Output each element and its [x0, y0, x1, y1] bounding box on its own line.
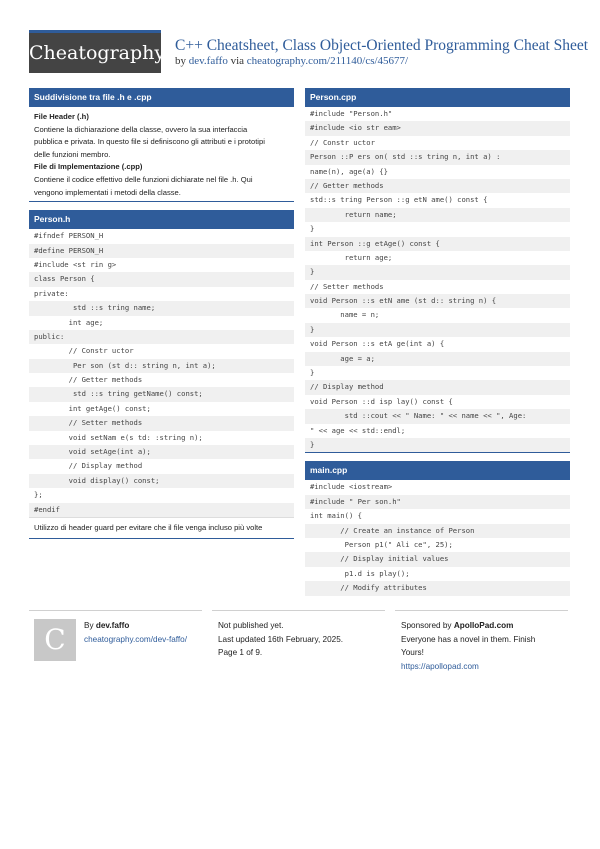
- code-line: name(n), age(a) {}: [310, 166, 388, 176]
- footer-divider: [29, 610, 202, 611]
- code-line: Person ::P ers on( std ::s tring n, int a) :: [305, 150, 570, 164]
- code-line: std::s tring Person ::g etN ame() const {: [310, 195, 488, 205]
- subheading-impl-file: File di Implementazione (.cpp): [34, 162, 143, 172]
- code-line: age = a;: [305, 352, 570, 366]
- code-line: }: [305, 323, 570, 337]
- sponsored-by: Sponsored by: [401, 621, 452, 630]
- code-block: [305, 480, 570, 595]
- code-line: int age;: [34, 317, 104, 327]
- sponsor-link[interactable]: https://apollopad.com: [401, 661, 479, 671]
- sponsor-name[interactable]: ApolloPad.com: [453, 621, 514, 630]
- code-line: #define PERSON_H: [29, 244, 294, 258]
- code-line: std ::s tring name;: [29, 301, 294, 315]
- code-line: int main() {: [310, 511, 362, 521]
- section-note: Utilizzo di header guard per evitare che il file venga incluso più volte: [29, 517, 294, 538]
- code-line: int getAge() const;: [34, 403, 151, 413]
- published-status: Not published yet.: [218, 621, 284, 630]
- code-line: #include <io str eam>: [305, 121, 570, 135]
- code-line: " << age << std::endl;: [310, 425, 406, 435]
- text-line: Contiene la dichiarazione della classe, ovvero la sua interfaccia: [34, 124, 248, 134]
- text-line: vengono implementati i metodi della classe.: [34, 187, 181, 197]
- code-line: #include "Person.h": [310, 109, 393, 118]
- subheading-header-file: File Header (.h): [34, 112, 89, 121]
- code-line: // Getter methods: [305, 179, 570, 193]
- code-line: void Person ::s etA ge(int a) {: [310, 339, 445, 349]
- code-line: return name;: [305, 208, 570, 222]
- sponsor-tagline: Everyone has a novel in them. Finish: [401, 634, 536, 644]
- code-block: [305, 107, 570, 452]
- code-line: public:: [29, 330, 294, 344]
- left-column: [29, 88, 294, 547]
- code-line: class Person {: [29, 272, 294, 286]
- code-line: // Getter methods: [34, 375, 143, 385]
- code-line: Person p1(" Ali ce", 25);: [310, 539, 453, 549]
- footer-sponsor: [401, 619, 535, 673]
- code-line: // Setter methods: [310, 281, 384, 291]
- code-line: std ::s tring getName() const;: [29, 387, 294, 401]
- code-line: void Person ::s etN ame (st d:: string n) {: [305, 294, 570, 308]
- page-title: C++ Cheatsheet, Class Object-Oriented Programming Cheat Sheet: [175, 37, 589, 54]
- code-line: std ::cout << " Name: " << name << ", Age:: [305, 409, 570, 423]
- code-line: // Constr uctor: [34, 346, 134, 356]
- footer-meta: [218, 619, 343, 660]
- footer-author: [84, 619, 187, 646]
- footer-by: By: [84, 621, 94, 630]
- code-line: #ifndef PERSON_H: [34, 231, 104, 241]
- footer-author-link[interactable]: cheatography.com/dev-faffo/: [84, 634, 188, 644]
- text-line: pubblica e privata. In questo file si definiscono gli attributi e i prototipi: [34, 137, 265, 147]
- code-line: // Display initial values: [305, 552, 570, 566]
- right-column: [305, 88, 570, 604]
- code-line: // Constr uctor: [310, 137, 375, 147]
- code-line: void setNam e(s td: :string n);: [34, 432, 203, 442]
- code-line: // Create an instance of Person: [305, 524, 570, 538]
- text-line: delle funzioni membro.: [34, 149, 111, 159]
- code-line: p1.d is play();: [310, 568, 410, 578]
- byline: [175, 55, 408, 67]
- code-line: };: [34, 490, 43, 500]
- last-updated: Last updated 16th February, 2025.: [218, 634, 344, 644]
- section-title: Person.h: [29, 210, 294, 229]
- section-person-cpp: [305, 88, 570, 453]
- section-main-cpp: [305, 461, 570, 595]
- code-line: name = n;: [310, 310, 380, 320]
- code-line: // Display method: [34, 461, 143, 471]
- code-line: }: [310, 368, 315, 378]
- cheatography-logo[interactable]: Cheatography: [29, 30, 161, 73]
- code-line: #endif: [29, 503, 294, 517]
- footer-divider: [395, 610, 568, 611]
- avatar[interactable]: C: [34, 619, 76, 661]
- author-link[interactable]: dev.faffo: [188, 55, 228, 67]
- section-text: [29, 107, 294, 201]
- footer-divider: [212, 610, 385, 611]
- code-line: #include <st rin g>: [34, 259, 117, 269]
- byline-by: by: [175, 55, 186, 67]
- code-line: void display() const;: [29, 474, 294, 488]
- code-line: // Display method: [305, 380, 570, 394]
- code-line: // Setter methods: [29, 416, 294, 430]
- code-line: void setAge(int a);: [29, 445, 294, 459]
- section-title: Person.cpp: [305, 88, 570, 107]
- code-line: }: [305, 265, 570, 279]
- text-line: Contiene il codice effettivo delle funzioni dichiarate nel file .h. Qui: [34, 174, 253, 184]
- sponsor-tagline: Yours!: [401, 648, 424, 657]
- code-line: void Person ::d isp lay() const {: [310, 396, 453, 406]
- code-line: }: [310, 224, 315, 234]
- code-line: private:: [34, 288, 69, 298]
- sheet-url-link[interactable]: cheatography.com/211140/cs/45677/: [246, 55, 409, 67]
- section-split-files: [29, 88, 294, 202]
- code-line: }: [305, 438, 570, 452]
- code-line: int Person ::g etAge() const {: [305, 237, 570, 251]
- code-line: #include " Per son.h": [305, 495, 570, 509]
- code-line: // Modify attributes: [305, 581, 570, 595]
- section-title: main.cpp: [305, 461, 570, 480]
- byline-via: via: [230, 55, 245, 67]
- section-title: Suddivisione tra file .h e .cpp: [29, 88, 294, 107]
- section-person-h: [29, 210, 294, 539]
- code-line: return age;: [310, 252, 393, 262]
- footer-author-name[interactable]: dev.faffo: [95, 621, 130, 630]
- code-line: Per son (st d:: string n, int a);: [29, 359, 294, 373]
- page-number: Page 1 of 9.: [218, 648, 263, 657]
- code-line: #include <iostream>: [310, 482, 393, 492]
- code-block: [29, 229, 294, 517]
